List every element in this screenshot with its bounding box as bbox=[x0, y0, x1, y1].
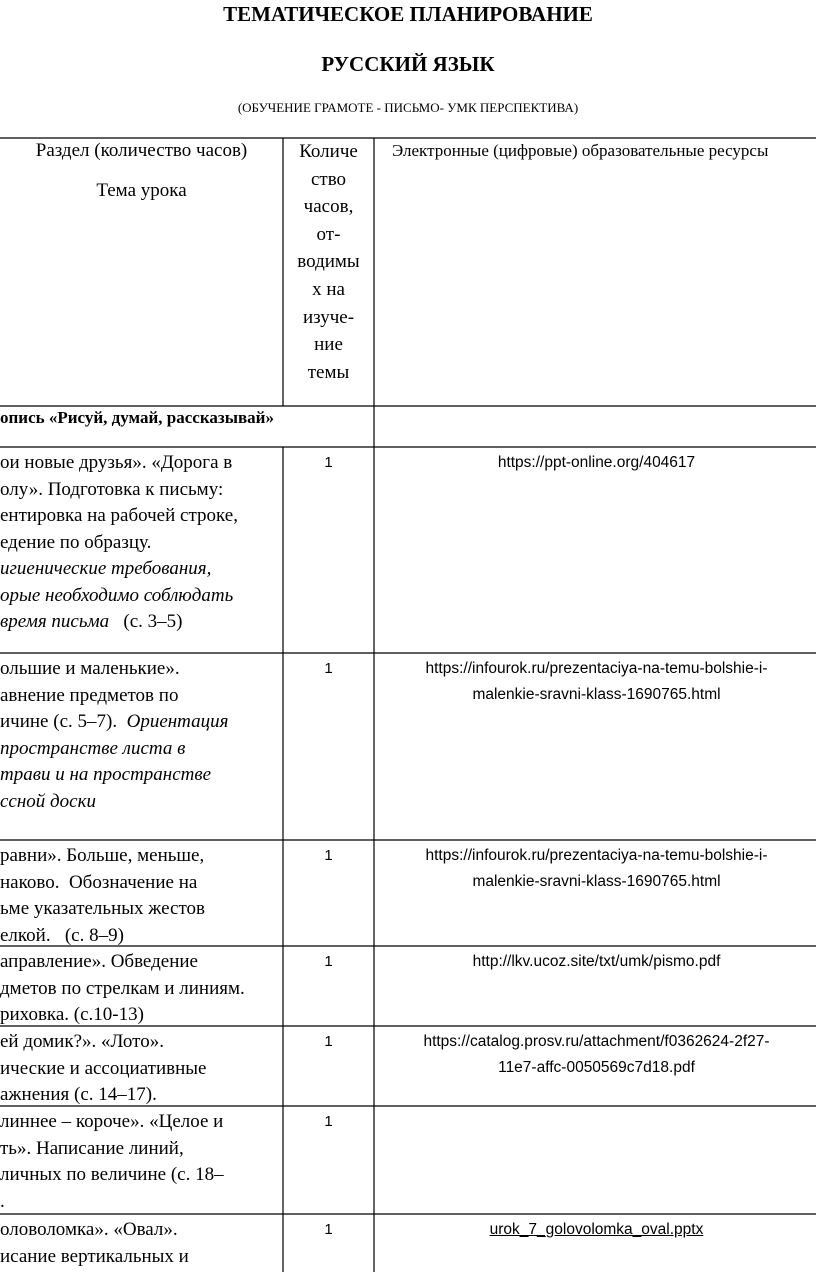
resource-url: https://catalog.prosv.ru/attachment/f0362624-2f27- bbox=[423, 1033, 770, 1050]
topic-line: трави и на пространстве bbox=[0, 764, 212, 785]
topic-line: едение по образцу. bbox=[0, 531, 152, 553]
hours-header-line: часов, bbox=[303, 196, 354, 218]
section-title: опись «Рисуй, думай, рассказывай» bbox=[0, 408, 274, 427]
topic-line: ичине (с. 5–7). Ориентация bbox=[0, 711, 229, 732]
topic-line: равни». Больше, меньше, bbox=[0, 845, 205, 866]
topic-line: ссной доски bbox=[0, 790, 96, 812]
topic-line: ей домик?». «Лото». bbox=[0, 1031, 164, 1052]
resource-link[interactable] bbox=[377, 1217, 816, 1271]
resource-cell bbox=[377, 843, 816, 945]
document-note: (ОБУЧЕНИЕ ГРАМОТЕ - ПИСЬМО- УМК ПЕРСПЕКТИВА) bbox=[237, 100, 579, 115]
topic-line: ть». Написание линий, bbox=[0, 1137, 184, 1159]
hours-cell: 1 bbox=[324, 847, 333, 864]
topic-cell bbox=[0, 1217, 282, 1271]
hours-cell: 1 bbox=[324, 1221, 333, 1238]
column-header-hours bbox=[283, 138, 374, 404]
resource-cell bbox=[377, 450, 816, 652]
hours-header-line: от- bbox=[316, 223, 341, 245]
topic-cell bbox=[0, 1109, 282, 1213]
topic-cell bbox=[0, 1029, 282, 1105]
topic-cell bbox=[0, 450, 282, 652]
hours-header-line: изуче- bbox=[302, 306, 355, 328]
topic-line: ои новые друзья». «Дорога в bbox=[0, 452, 233, 473]
hours-cell: 1 bbox=[324, 454, 333, 471]
resource-url: http://lkv.ucoz.site/txt/umk/pismo.pdf bbox=[472, 953, 721, 970]
topic-line: время письма (с. 3–5) bbox=[0, 611, 183, 632]
topic-line: ажнения (с. 14–17). bbox=[0, 1084, 157, 1105]
hours-header-line: водимы bbox=[297, 251, 360, 273]
hours-cell: 1 bbox=[324, 1033, 333, 1050]
resource-url: https://infourok.ru/prezentaciya-na-temu-bolshie-i- bbox=[425, 660, 768, 677]
resource-cell bbox=[377, 1109, 816, 1213]
topic-cell bbox=[0, 843, 282, 945]
document-title: ТЕМАТИЧЕСКОЕ ПЛАНИРОВАНИЕ bbox=[223, 2, 593, 26]
resource-url: https://ppt-online.org/404617 bbox=[497, 454, 696, 471]
topic-cell bbox=[0, 656, 282, 839]
column-header-topic: Тема урока bbox=[96, 180, 187, 201]
topic-line: . bbox=[0, 1190, 5, 1212]
hours-header-line: темы bbox=[307, 361, 350, 383]
topic-line: орые необходимо соблюдать bbox=[0, 584, 234, 606]
column-header-resources: Электронные (цифровые) образовательные ресурсы bbox=[392, 141, 769, 160]
resource-url: 11e7-affc-0050569c7d18.pdf bbox=[498, 1058, 695, 1076]
topic-line: ические и ассоциативные bbox=[0, 1057, 207, 1079]
topic-line: личных по величине (с. 18– bbox=[0, 1164, 224, 1185]
topic-line: оловоломка». «Овал». bbox=[0, 1219, 178, 1240]
topic-line: олу». Подготовка к письму: bbox=[0, 478, 224, 500]
resource-url: urok_7_golovolomka_oval.pptx bbox=[489, 1221, 704, 1238]
topic-line: аправление». Обведение bbox=[0, 951, 198, 972]
resource-url: https://infourok.ru/prezentaciya-na-temu-bolshie-i- bbox=[425, 847, 768, 864]
resource-url: malenkie-sravni-klass-1690765.html bbox=[472, 685, 721, 703]
hours-cell: 1 bbox=[324, 953, 333, 970]
topic-line: ентировка на рабочей строке, bbox=[0, 505, 238, 526]
topic-line: дметов по стрелкам и линиям. bbox=[0, 977, 245, 999]
hours-cell: 1 bbox=[324, 1113, 333, 1130]
resource-cell bbox=[377, 656, 816, 839]
hours-header-line: Количе bbox=[299, 141, 358, 162]
resource-cell bbox=[377, 949, 816, 1025]
topic-line: риховка. (с.10-13) bbox=[0, 1004, 144, 1025]
topic-line: авнение предметов по bbox=[0, 684, 179, 706]
topic-line: наково. Обозначение на bbox=[0, 871, 198, 893]
topic-line: елкой. (с. 8–9) bbox=[0, 924, 124, 945]
hours-header-line: ство bbox=[310, 168, 347, 190]
hours-header-line: ние bbox=[314, 334, 343, 356]
resource-url: malenkie-sravni-klass-1690765.html bbox=[472, 872, 721, 890]
topic-line: линнее – короче». «Целое и bbox=[0, 1111, 224, 1132]
topic-line: пространстве листа в bbox=[0, 737, 186, 759]
topic-cell bbox=[0, 949, 282, 1025]
document-subject: РУССКИЙ ЯЗЫК bbox=[321, 52, 495, 76]
resource-cell bbox=[377, 1029, 816, 1105]
column-header-section: Раздел (количество часов) bbox=[35, 140, 248, 161]
topic-line: ьме указательных жестов bbox=[0, 898, 206, 919]
topic-line: исание вертикальных и bbox=[0, 1245, 189, 1267]
topic-line: игиенические требования, bbox=[0, 558, 212, 579]
hours-cell: 1 bbox=[324, 660, 333, 677]
topic-line: ольшие и маленькие». bbox=[0, 658, 180, 679]
hours-header-line: х на bbox=[312, 278, 345, 300]
